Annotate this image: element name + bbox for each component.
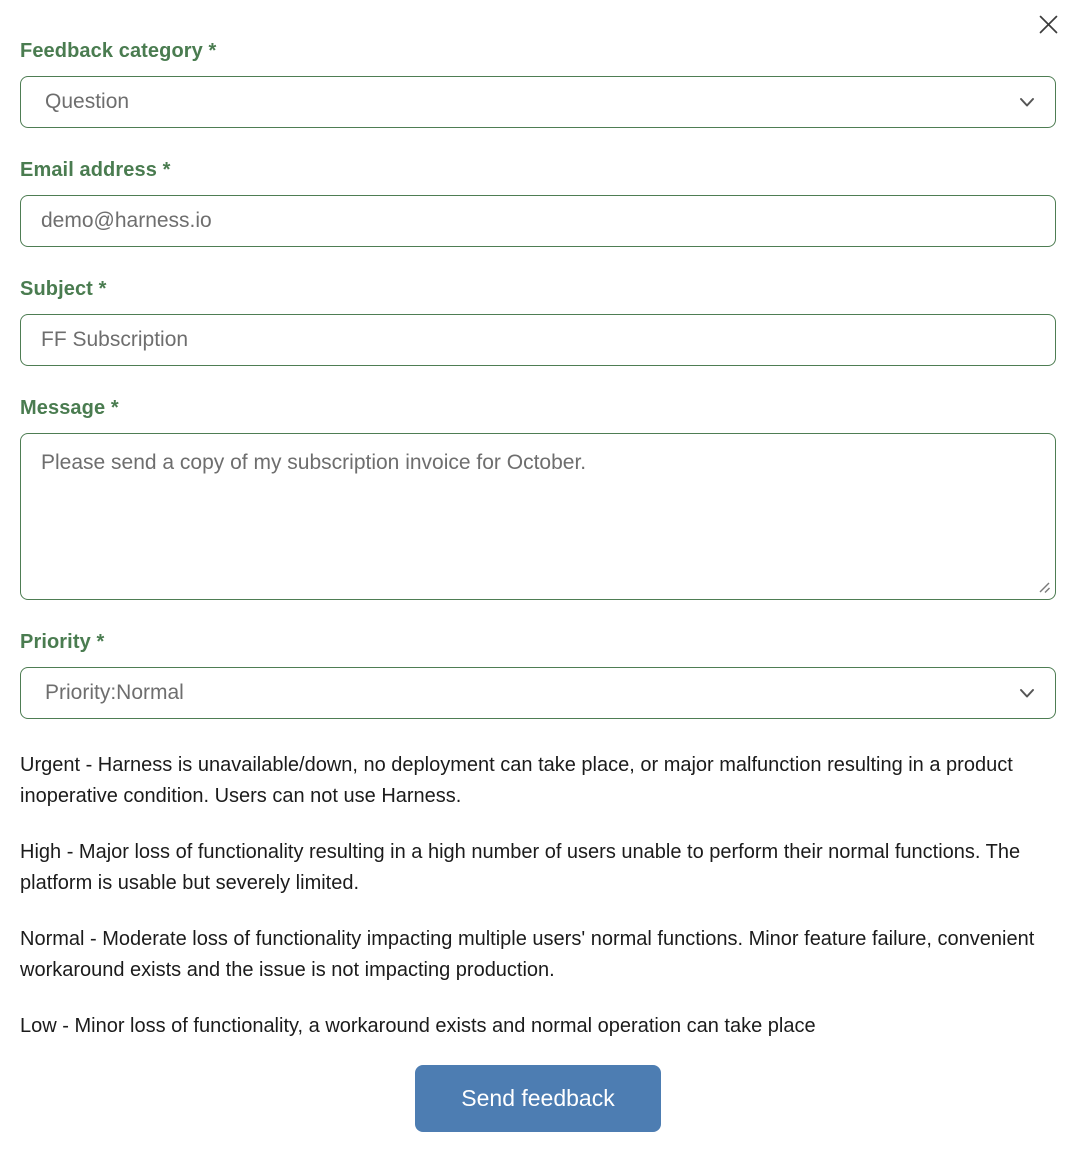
close-icon[interactable] <box>1034 10 1062 38</box>
email-label: Email address * <box>20 159 171 181</box>
feedback-category-value: Question <box>45 90 130 113</box>
subject-label: Subject * <box>20 278 107 300</box>
feedback-category-select[interactable] <box>20 76 1056 128</box>
chevron-down-icon <box>1017 683 1037 703</box>
resize-grip-icon[interactable] <box>1037 580 1051 594</box>
subject-field[interactable] <box>20 314 1056 366</box>
email-field[interactable] <box>20 195 1056 247</box>
send-feedback-button[interactable]: Send feedback <box>415 1065 660 1132</box>
close-x-glyph <box>1039 15 1058 34</box>
message-field[interactable] <box>20 433 1056 600</box>
field-priority <box>20 631 1056 719</box>
field-subject <box>20 278 1056 366</box>
chevron-down-icon <box>1017 92 1037 112</box>
field-feedback-category <box>20 40 1056 128</box>
priority-select[interactable] <box>20 667 1056 719</box>
feedback-category-label: Feedback category * <box>20 40 217 62</box>
priority-help-high: High - Major loss of functionality resulting in a high number of users unable to perform their normal functions. The platform is usable but severely limited. <box>20 841 1021 894</box>
submit-row <box>20 1067 1056 1132</box>
priority-help-normal: Normal - Moderate loss of functionality impacting multiple users' normal functions. Minor feature failure, convenient workaround exists and the issue is not impacting production. <box>20 928 1035 981</box>
field-message <box>20 397 1056 600</box>
message-textarea-wrap <box>20 433 1056 600</box>
message-label: Message * <box>20 397 119 419</box>
field-email <box>20 159 1056 247</box>
priority-value: Priority:Normal <box>45 681 184 704</box>
priority-label: Priority * <box>20 631 105 653</box>
priority-help-urgent: Urgent - Harness is unavailable/down, no deployment can take place, or major malfunction resulting in a product inoperative condition. Users can not use Harness. <box>20 754 1013 807</box>
priority-help-low: Low - Minor loss of functionality, a workaround exists and normal operation can take place <box>20 1015 816 1037</box>
